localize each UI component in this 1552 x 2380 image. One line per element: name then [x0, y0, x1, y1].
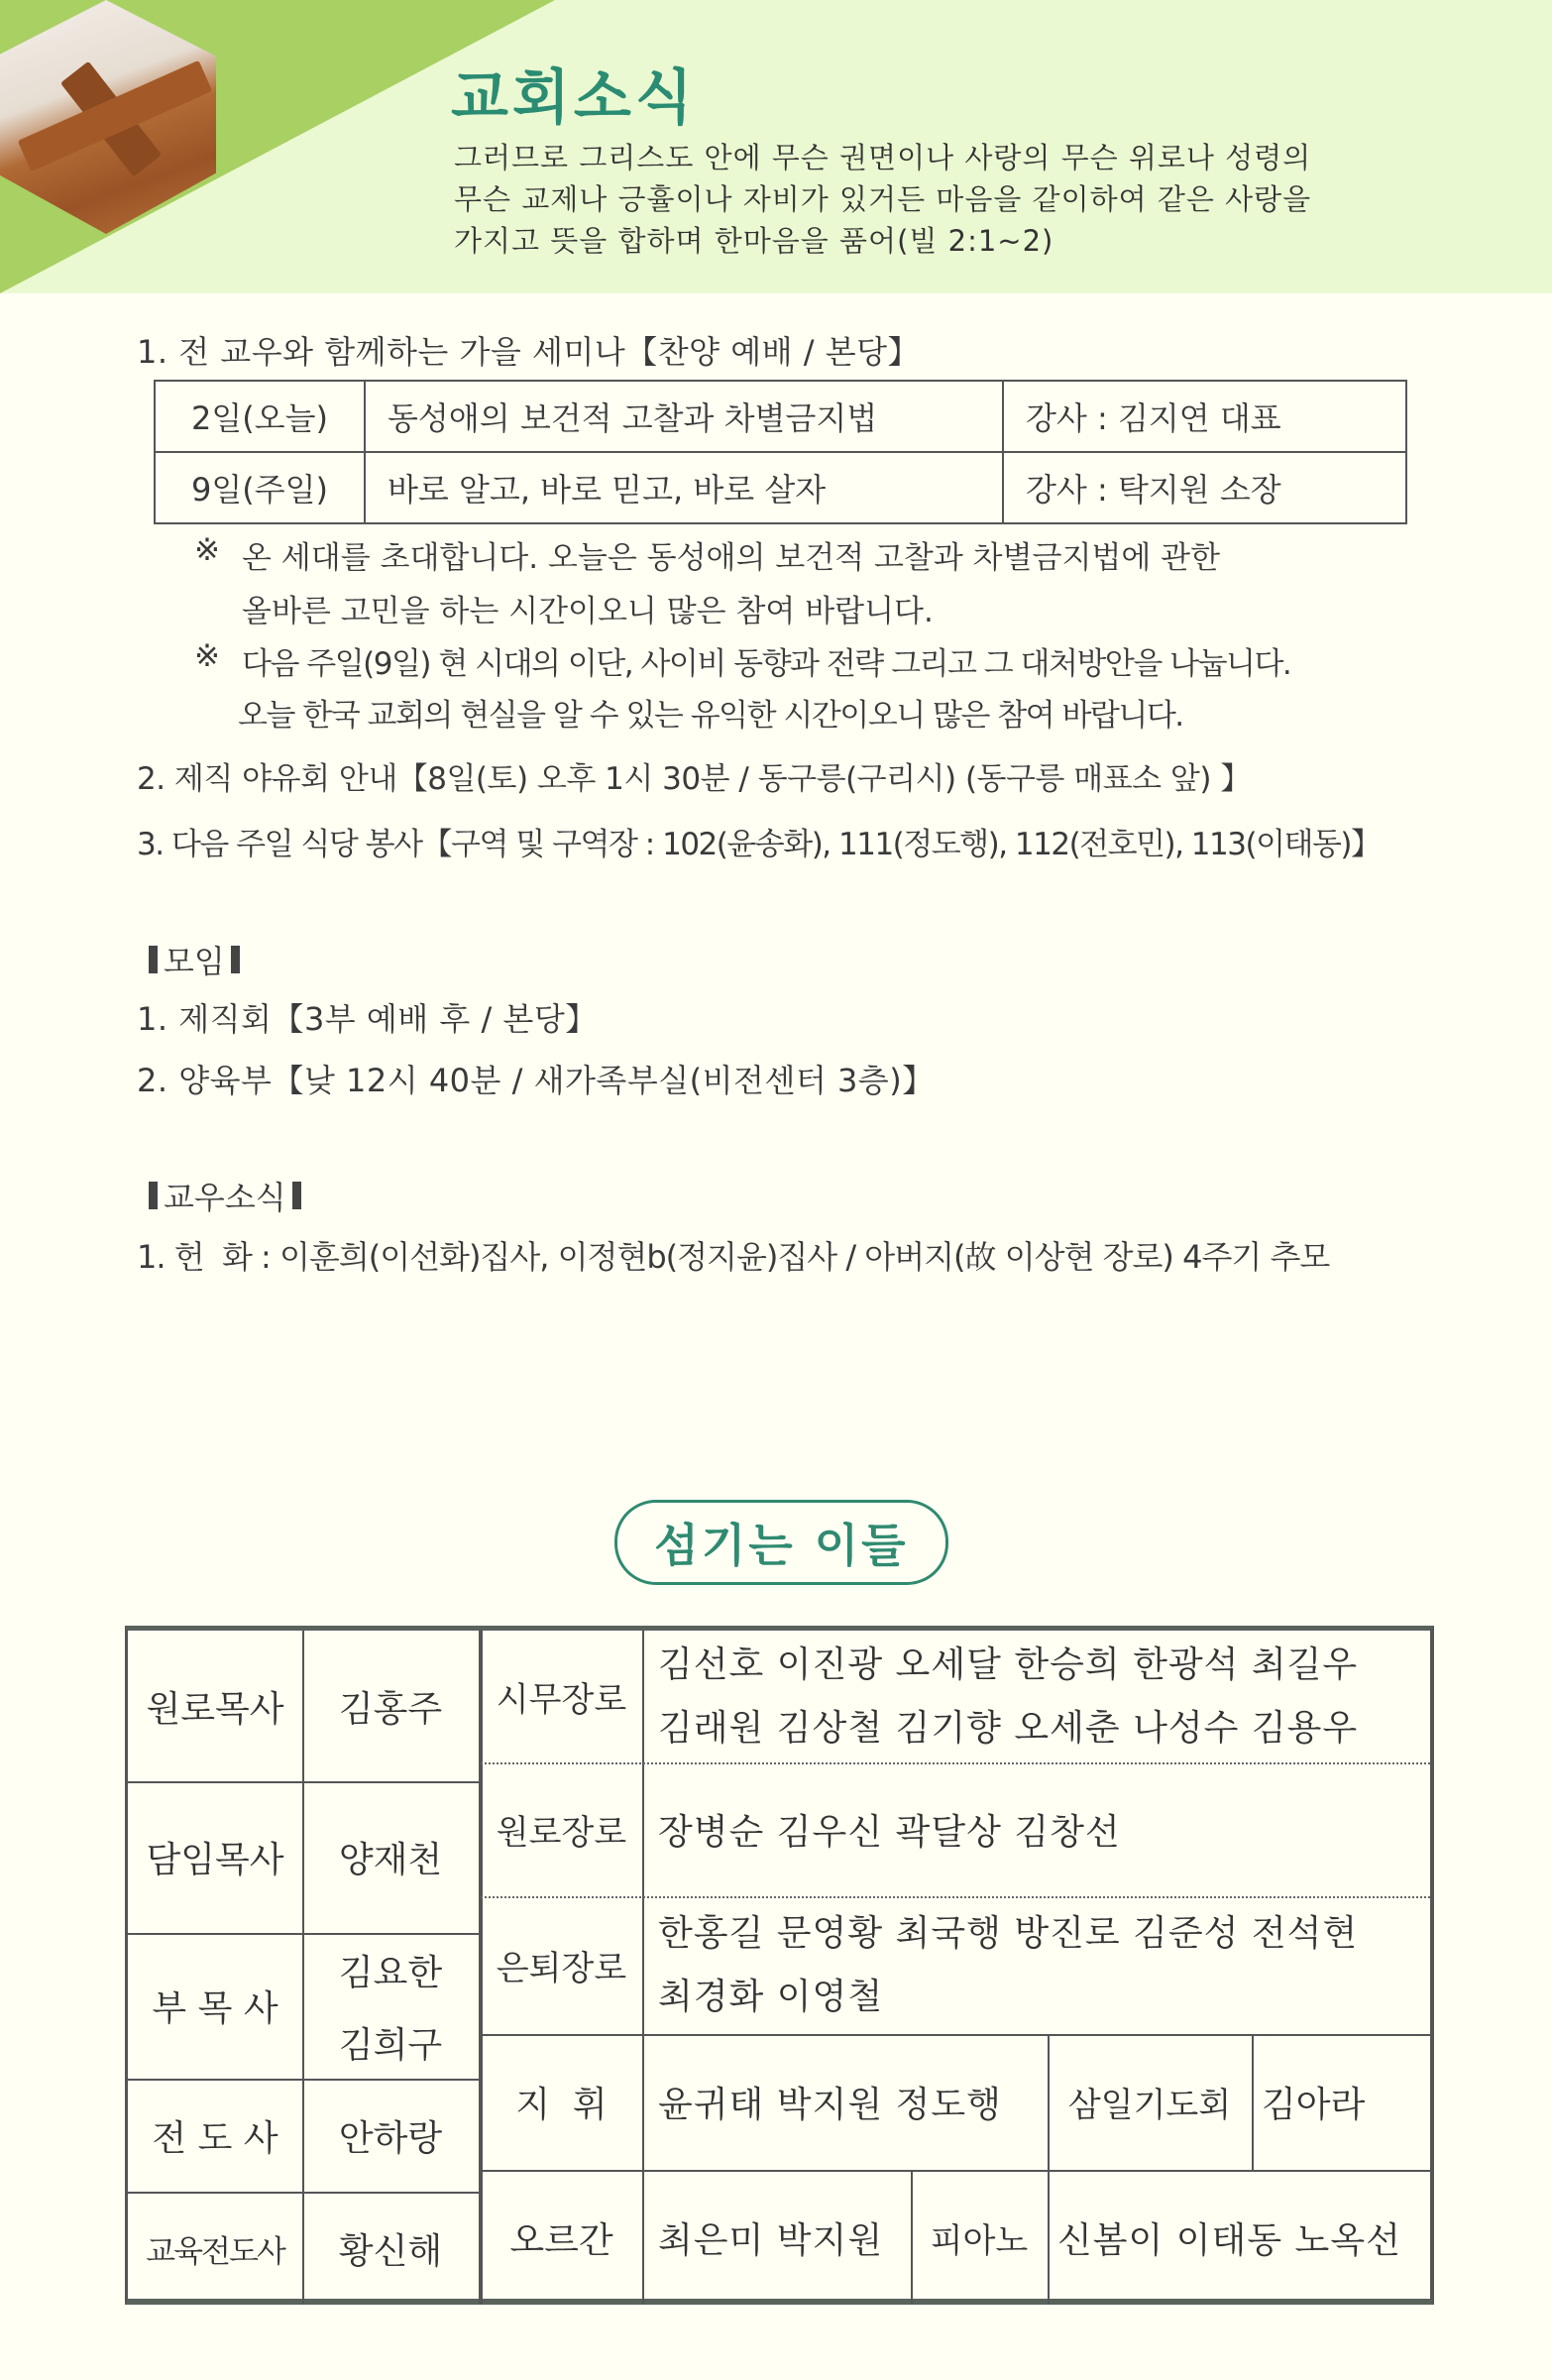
staff-name: 양재천	[338, 1840, 443, 1880]
seminar-date: 2일(오늘)	[155, 381, 365, 452]
role-label: 담임목사	[146, 1840, 284, 1880]
table-row	[155, 381, 1406, 452]
seminar-schedule-table	[154, 380, 1407, 524]
role-label: 전 도 사	[152, 2117, 278, 2159]
elder-names: 장병순 김우신 곽달상 김창선	[658, 1812, 1121, 1853]
seminar-date: 9일(주일)	[155, 452, 365, 523]
organist-names: 최은미 박지원	[658, 2219, 884, 2261]
member-news-item: 1. 헌 화 : 이훈희(이선화)집사, 이정현b(정지윤)집사 / 아버지(故 이상현 장로) 4주기 추모	[137, 1238, 1330, 1276]
heading-bar-icon	[149, 946, 158, 973]
note-mark: ※	[194, 638, 220, 674]
role-label: 원로목사	[146, 1688, 284, 1730]
heading-bar-icon	[231, 946, 240, 973]
table-row	[155, 452, 1406, 523]
role-label: 부 목 사	[152, 1988, 278, 2029]
elder-names	[658, 1631, 1431, 1762]
role-label: 교육전도사	[146, 2233, 284, 2270]
heading-bar-icon	[149, 1182, 158, 1209]
verse-line: 무슨 교제나 긍휼이나 자비가 있거든 마음을 같이하여 같은 사랑을	[454, 182, 1312, 216]
header-banner	[0, 0, 1552, 293]
note-line: 온 세대를 초대합니다. 오늘은 동성애의 보건적 고찰과 차별금지법에 관한	[242, 540, 1221, 576]
seminar-topic: 바로 알고, 바로 믿고, 바로 살자	[365, 452, 1003, 523]
note-line: 오늘 한국 교회의 현실을 알 수 있는 유익한 시간이오니 많은 참여 바랍니다.	[238, 698, 1183, 734]
announcement-item-2: 2. 제직 야유회 안내【8일(토) 오후 1시 30분 / 동구릉(구리시) (동구릉 매표소 앞) 】	[137, 761, 1251, 797]
names-line: 김래원 김상철 김기향 오세춘 나성수 김용우	[658, 1707, 1359, 1749]
grid-line	[1252, 2034, 1254, 2170]
meetings-heading	[149, 937, 240, 982]
meeting-item: 2. 양육부【낮 12시 40분 / 새가족부실(비전센터 3층)】	[137, 1062, 935, 1099]
verse-line: 가지고 뜻을 합하며 한마음을 품어(빌 2:1~2)	[454, 224, 1054, 258]
announcement-item-1: 1. 전 교우와 함께하는 가을 세미나【찬양 예배 / 본당】	[137, 333, 921, 371]
member-news-heading	[149, 1173, 301, 1218]
seminar-speaker: 강사 : 탁지원 소장	[1003, 452, 1406, 523]
names-line: 김선호 이진광 오세달 한승희 한광석 최길우	[658, 1643, 1359, 1685]
role-label: 피아노	[930, 2220, 1029, 2261]
role-label: 원로장로	[496, 1813, 627, 1853]
role-label: 지 휘	[515, 2085, 608, 2125]
announcement-item-3: 3. 다음 주일 식당 봉사【구역 및 구역장 : 102(윤송화), 111(정도행), 112(전호민), 113(이태동)】	[137, 827, 1381, 862]
scripture-verse	[454, 137, 1445, 262]
note-mark: ※	[194, 532, 220, 568]
cross-bar	[18, 60, 213, 171]
seminar-topic: 동성애의 보건적 고찰과 차별금지법	[365, 381, 1003, 452]
member-news-heading-label: 교우소식	[164, 1179, 286, 1216]
staff-name: 김아라	[1262, 2085, 1366, 2125]
conductor-names: 윤귀태 박지원 정도행	[658, 2085, 1002, 2125]
staff-name: 김요한	[338, 1952, 443, 1993]
pianist-names: 신봄이 이태동 노옥선	[1057, 2219, 1401, 2261]
role-label: 은퇴장로	[496, 1949, 627, 1988]
names-line: 한홍길 문영황 최국행 방진로 김준성 전석현	[658, 1912, 1359, 1954]
grid-line	[642, 1631, 644, 2305]
staff-name: 김홍주	[338, 1688, 443, 1730]
elder-names	[658, 1896, 1431, 2034]
role-label: 시무장로	[496, 1680, 627, 1720]
role-label: 오르간	[509, 2219, 613, 2261]
seminar-speaker: 강사 : 김지연 대표	[1003, 381, 1406, 452]
heading-bar-icon	[292, 1182, 301, 1209]
meetings-heading-label: 모임	[164, 943, 225, 980]
servants-heading: 섬기는 이들	[614, 1500, 948, 1585]
meeting-item: 1. 제직회【3부 예배 후 / 본당】	[137, 1000, 598, 1038]
servants-table	[125, 1626, 1434, 2305]
names-line: 최경화 이영철	[658, 1976, 884, 2017]
page-title: 교회소식	[451, 63, 697, 133]
role-label: 삼일기도회	[1067, 2086, 1232, 2125]
staff-name: 안하랑	[338, 2117, 443, 2159]
staff-name: 황신해	[338, 2230, 443, 2272]
verse-line: 그러므로 그리스도 안에 무슨 권면이나 사랑의 무슨 위로나 성령의	[454, 141, 1312, 174]
note-line: 올바른 고민을 하는 시간이오니 많은 참여 바랍니다.	[242, 594, 934, 629]
note-line: 다음 주일(9일) 현 시대의 이단, 사이비 동향과 전략 그리고 그 대처방안을 나눕니다.	[242, 646, 1291, 682]
staff-name: 김희구	[338, 2025, 443, 2066]
